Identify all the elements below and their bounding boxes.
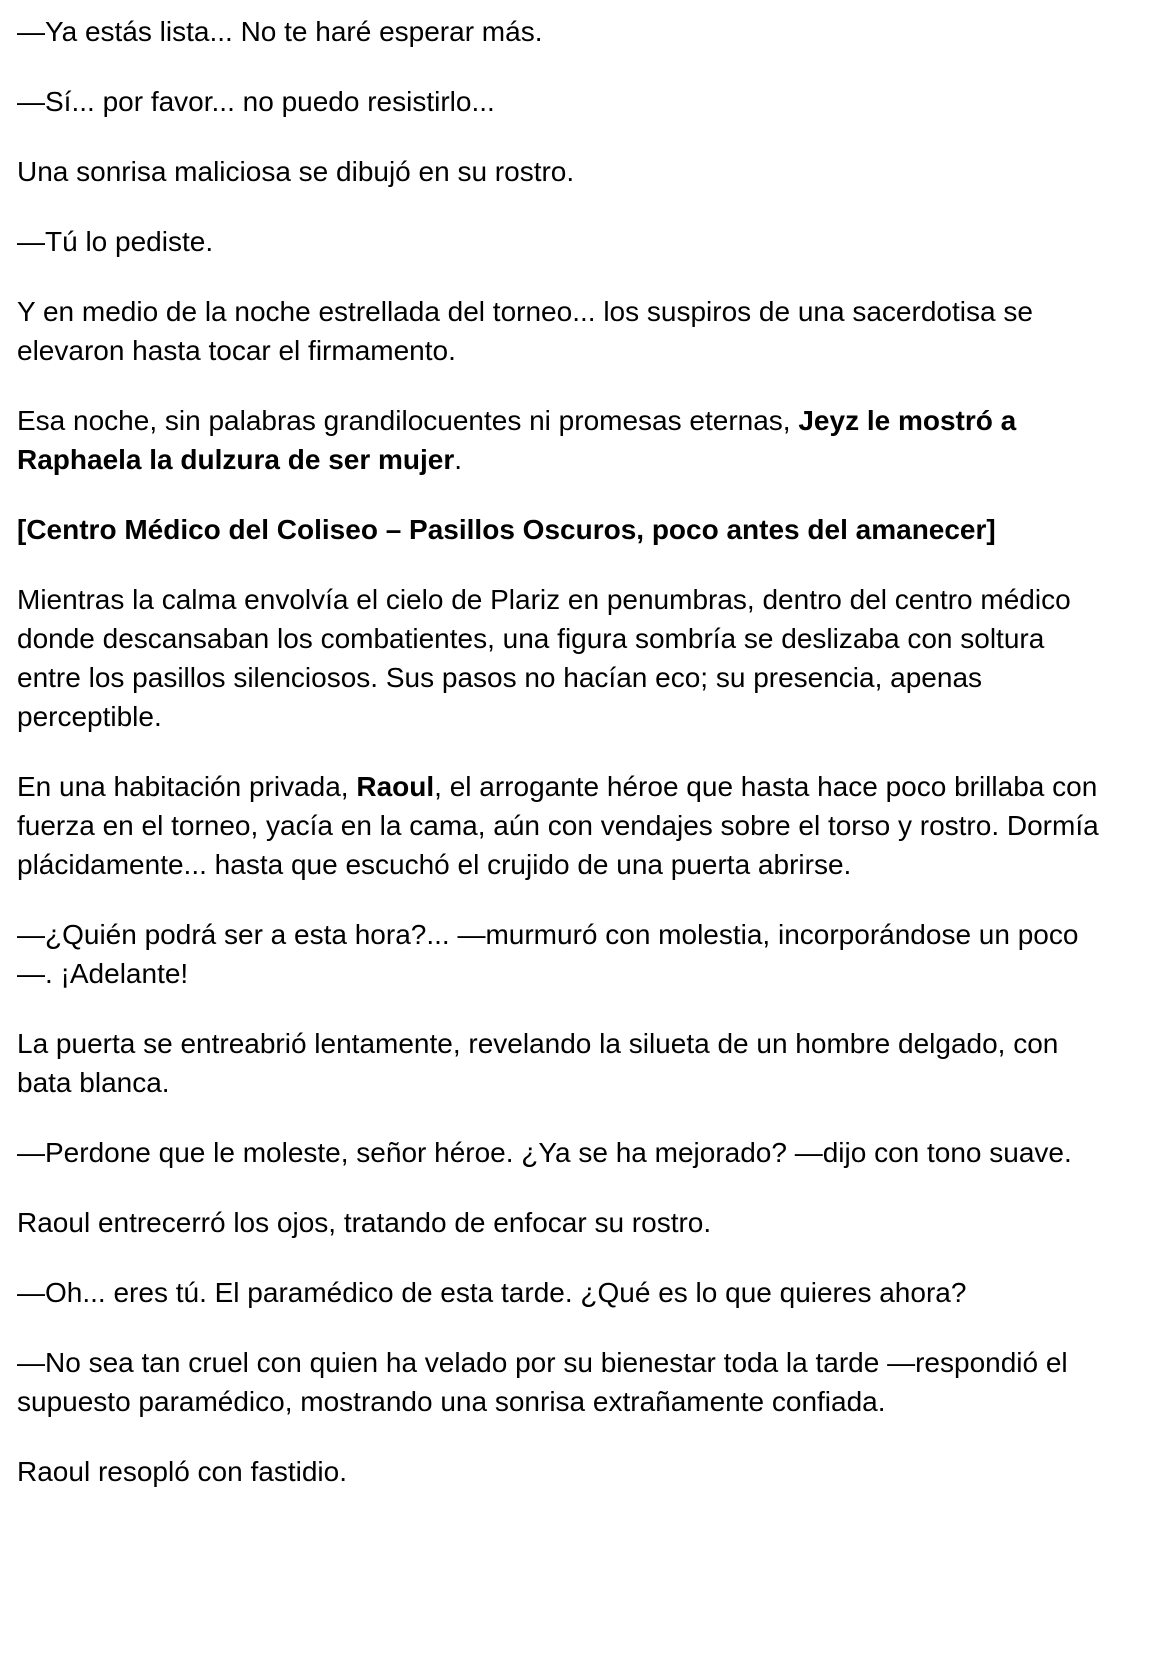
bold-phrase: Jeyz le mostró a Raphaela la dulzura de ser mujer bbox=[17, 405, 1017, 475]
paragraph-15: —No sea tan cruel con quien ha velado por su bienestar toda la tarde —respondió el supuesto paramédico, mostrando una sonrisa extrañamente confiada. bbox=[17, 1347, 1068, 1417]
paragraph-10: —¿Quién podrá ser a esta hora?... —murmuró con molestia, incorporándose un poco—. ¡Adelante! bbox=[17, 919, 1079, 989]
paragraph-2: —Sí... por favor... no puedo resistirlo... bbox=[17, 86, 495, 117]
paragraph-8: Mientras la calma envolvía el cielo de Plariz en penumbras, dentro del centro médico donde descansaban los combatientes, una figura sombría se deslizaba con soltura entre los pasillos silenciosos. Sus pasos no hacían eco; su presencia, apenas perceptible. bbox=[17, 584, 1071, 732]
paragraph-6: Esa noche, sin palabras grandilocuentes ni promesas eternas, Jeyz le mostró a Raphaela la dulzura de ser mujer. bbox=[17, 405, 1017, 475]
scene-heading bbox=[17, 510, 1107, 549]
paragraph-14: —Oh... eres tú. El paramédico de esta tarde. ¿Qué es lo que quieres ahora? bbox=[17, 1277, 967, 1308]
paragraph-1: —Ya estás lista... No te haré esperar más. bbox=[17, 16, 543, 47]
paragraph-16: Raoul resopló con fastidio. bbox=[17, 1456, 347, 1487]
paragraph-9: En una habitación privada, Raoul, el arrogante héroe que hasta hace poco brillaba con fuerza en el torneo, yacía en la cama, aún con vendajes sobre el torso y rostro. Dormía plácidamente... hasta que escuchó el crujido de una puerta abrirse. bbox=[17, 771, 1099, 880]
paragraph-4: —Tú lo pediste. bbox=[17, 226, 214, 257]
paragraph-12: —Perdone que le moleste, señor héroe. ¿Ya se ha mejorado? —dijo con tono suave. bbox=[17, 1137, 1072, 1168]
paragraph-13: Raoul entrecerró los ojos, tratando de enfocar su rostro. bbox=[17, 1207, 712, 1238]
paragraph-11: La puerta se entreabrió lentamente, revelando la silueta de un hombre delgado, con bata blanca. bbox=[17, 1028, 1059, 1098]
paragraph-3: Una sonrisa maliciosa se dibujó en su rostro. bbox=[17, 156, 575, 187]
paragraph-5: Y en medio de la noche estrellada del torneo... los suspiros de una sacerdotisa se elevaron hasta tocar el firmamento. bbox=[17, 296, 1033, 366]
scene-heading-text: [Centro Médico del Coliseo – Pasillos Oscuros, poco antes del amanecer] bbox=[17, 514, 996, 545]
character-name-bold: Raoul bbox=[356, 771, 435, 802]
